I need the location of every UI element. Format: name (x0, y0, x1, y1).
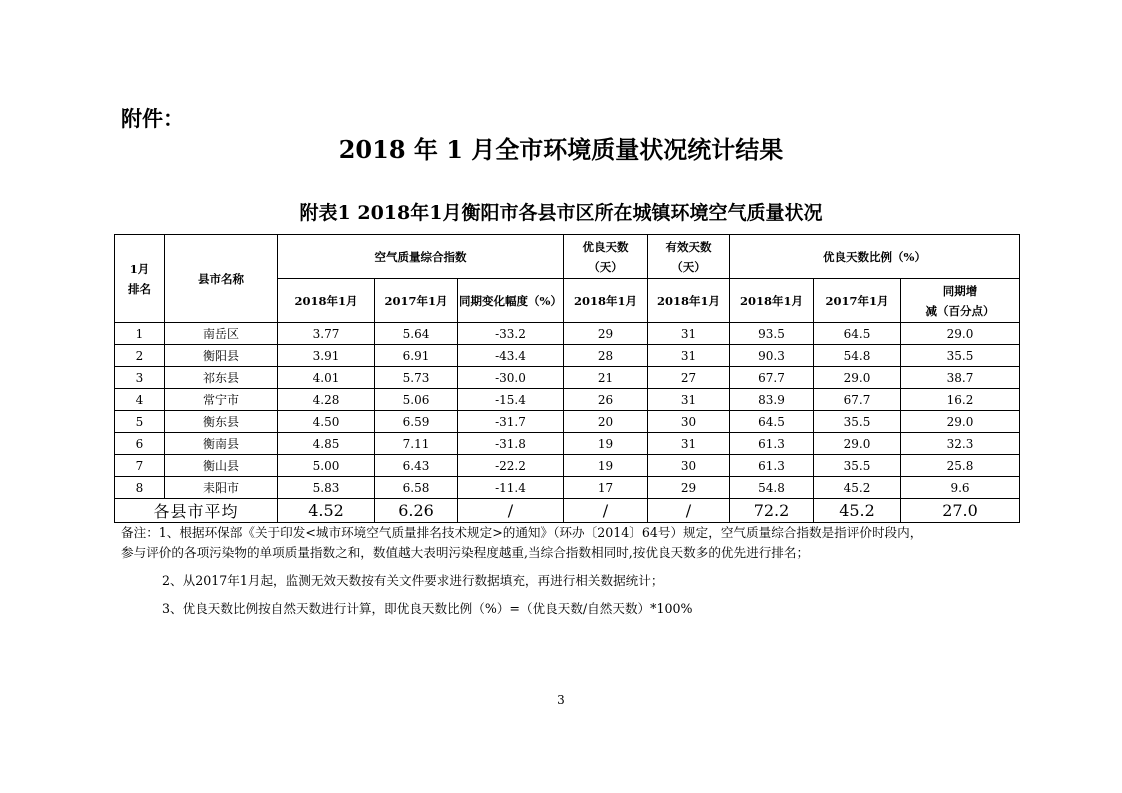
cell-aqi-2017: 6.26 (375, 499, 458, 523)
cell-rank: 8 (115, 477, 165, 499)
cell-ratio-change: 29.0 (901, 323, 1020, 345)
header-aqi-group: 空气质量综合指数 (278, 235, 564, 279)
cell-ratio-2018: 67.7 (730, 367, 814, 389)
cell-aqi-2018: 4.52 (278, 499, 375, 523)
cell-good-days: 17 (564, 477, 648, 499)
header-ratio-2018: 2018年1月 (730, 279, 814, 323)
cell-good-days: 29 (564, 323, 648, 345)
cell-valid-days: 27 (648, 367, 730, 389)
cell-aqi-change: -33.2 (458, 323, 564, 345)
page-number: 3 (557, 693, 565, 707)
cell-aqi-change: -31.7 (458, 411, 564, 433)
cell-county: 常宁市 (165, 389, 278, 411)
cell-good-days: 20 (564, 411, 648, 433)
cell-county: 祁东县 (165, 367, 278, 389)
cell-aqi-2018: 4.01 (278, 367, 375, 389)
notes (121, 523, 1011, 619)
cell-ratio-2018: 61.3 (730, 455, 814, 477)
cell-ratio-2018: 90.3 (730, 345, 814, 367)
cell-ratio-change: 27.0 (901, 499, 1020, 523)
average-label: 各县市平均 (115, 499, 278, 523)
cell-aqi-change: -22.2 (458, 455, 564, 477)
table-row (115, 367, 1020, 389)
cell-valid-days: 30 (648, 411, 730, 433)
cell-valid-days: 29 (648, 477, 730, 499)
cell-ratio-2017: 45.2 (814, 499, 901, 523)
cell-ratio-change: 16.2 (901, 389, 1020, 411)
header-good-2018: 2018年1月 (564, 279, 648, 323)
cell-aqi-2017: 5.73 (375, 367, 458, 389)
table-row (115, 389, 1020, 411)
cell-ratio-change: 32.3 (901, 433, 1020, 455)
cell-rank: 7 (115, 455, 165, 477)
cell-ratio-change: 35.5 (901, 345, 1020, 367)
cell-valid-days: 31 (648, 323, 730, 345)
cell-ratio-change: 38.7 (901, 367, 1020, 389)
header-good-days: 优良天数 （天） (564, 235, 648, 279)
cell-aqi-2017: 6.43 (375, 455, 458, 477)
header-rank: 1月 排名 (115, 235, 165, 323)
cell-ratio-2017: 64.5 (814, 323, 901, 345)
cell-ratio-2017: 35.5 (814, 411, 901, 433)
cell-valid-days: 31 (648, 345, 730, 367)
cell-ratio-2018: 64.5 (730, 411, 814, 433)
cell-ratio-2018: 93.5 (730, 323, 814, 345)
note-3: 3、优良天数比例按自然天数进行计算，即优良天数比例（%）=（优良天数/自然天数）*100% (162, 601, 693, 616)
cell-aqi-2018: 4.50 (278, 411, 375, 433)
header-aqi-2017: 2017年1月 (375, 279, 458, 323)
cell-ratio-2017: 54.8 (814, 345, 901, 367)
cell-rank: 5 (115, 411, 165, 433)
cell-aqi-change: / (458, 499, 564, 523)
cell-ratio-2018: 54.8 (730, 477, 814, 499)
cell-ratio-2017: 67.7 (814, 389, 901, 411)
header-aqi-change: 同期变化幅度（%） (458, 279, 564, 323)
cell-aqi-2018: 4.85 (278, 433, 375, 455)
header-county: 县市名称 (165, 235, 278, 323)
cell-county: 衡南县 (165, 433, 278, 455)
table-row (115, 455, 1020, 477)
cell-aqi-change: -31.8 (458, 433, 564, 455)
cell-county: 衡东县 (165, 411, 278, 433)
table-row (115, 323, 1020, 345)
table-row (115, 411, 1020, 433)
header-ratio-2017: 2017年1月 (814, 279, 901, 323)
cell-good-days: 19 (564, 455, 648, 477)
cell-rank: 1 (115, 323, 165, 345)
cell-aqi-2017: 7.11 (375, 433, 458, 455)
main-title: 2018 年 1 月全市环境质量状况统计结果 (338, 135, 784, 164)
cell-valid-days: 31 (648, 433, 730, 455)
table-title: 附表1 2018年1月衡阳市各县市区所在城镇环境空气质量状况 (299, 202, 823, 224)
cell-ratio-2017: 29.0 (814, 367, 901, 389)
cell-valid-days: 30 (648, 455, 730, 477)
cell-aqi-change: -43.4 (458, 345, 564, 367)
cell-aqi-2017: 6.59 (375, 411, 458, 433)
note-1-line-2: 参与评价的各项污染物的单项质量指数之和，数值越大表明污染程度越重,当综合指数相同时,按优良天数多的优先进行排名； (121, 545, 810, 560)
cell-good-days: / (564, 499, 648, 523)
header-ratio-change: 同期增 减（百分点） (901, 279, 1020, 323)
cell-good-days: 19 (564, 433, 648, 455)
table-body (115, 323, 1020, 499)
cell-aqi-2018: 5.00 (278, 455, 375, 477)
cell-ratio-2018: 72.2 (730, 499, 814, 523)
cell-ratio-2017: 29.0 (814, 433, 901, 455)
cell-aqi-2017: 5.06 (375, 389, 458, 411)
cell-aqi-change: -11.4 (458, 477, 564, 499)
cell-ratio-2018: 83.9 (730, 389, 814, 411)
cell-good-days: 28 (564, 345, 648, 367)
cell-county: 南岳区 (165, 323, 278, 345)
cell-county: 衡阳县 (165, 345, 278, 367)
cell-good-days: 21 (564, 367, 648, 389)
table-row-average (115, 499, 1020, 523)
cell-aqi-2018: 3.91 (278, 345, 375, 367)
cell-ratio-2017: 35.5 (814, 455, 901, 477)
note-1-line-1: 备注：1、根据环保部《关于印发<城市环境空气质量排名技术规定>的通知》（环办〔2014〕64号）规定，空气质量综合指数是指评价时段内， (121, 525, 923, 540)
cell-county: 衡山县 (165, 455, 278, 477)
table-row (115, 477, 1020, 499)
header-aqi-2018: 2018年1月 (278, 279, 375, 323)
header-valid-2018: 2018年1月 (648, 279, 730, 323)
cell-valid-days: 31 (648, 389, 730, 411)
cell-ratio-2017: 45.2 (814, 477, 901, 499)
cell-ratio-change: 29.0 (901, 411, 1020, 433)
cell-aqi-2018: 4.28 (278, 389, 375, 411)
cell-aqi-change: -30.0 (458, 367, 564, 389)
cell-ratio-change: 9.6 (901, 477, 1020, 499)
table-row (115, 433, 1020, 455)
table-row (115, 345, 1020, 367)
header-valid-days: 有效天数 （天） (648, 235, 730, 279)
cell-aqi-2017: 6.91 (375, 345, 458, 367)
cell-valid-days: / (648, 499, 730, 523)
cell-rank: 4 (115, 389, 165, 411)
note-2: 2、从2017年1月起，监测无效天数按有关文件要求进行数据填充，再进行相关数据统计； (162, 573, 664, 588)
cell-aqi-change: -15.4 (458, 389, 564, 411)
cell-aqi-2018: 5.83 (278, 477, 375, 499)
cell-rank: 3 (115, 367, 165, 389)
cell-aqi-2017: 6.58 (375, 477, 458, 499)
cell-good-days: 26 (564, 389, 648, 411)
cell-aqi-2017: 5.64 (375, 323, 458, 345)
cell-aqi-2018: 3.77 (278, 323, 375, 345)
air-quality-table (114, 234, 1020, 523)
cell-county: 耒阳市 (165, 477, 278, 499)
cell-rank: 6 (115, 433, 165, 455)
attachment-label: 附件： (121, 106, 184, 131)
header-ratio-group: 优良天数比例（%） (730, 235, 1020, 279)
cell-rank: 2 (115, 345, 165, 367)
cell-ratio-2018: 61.3 (730, 433, 814, 455)
cell-ratio-change: 25.8 (901, 455, 1020, 477)
